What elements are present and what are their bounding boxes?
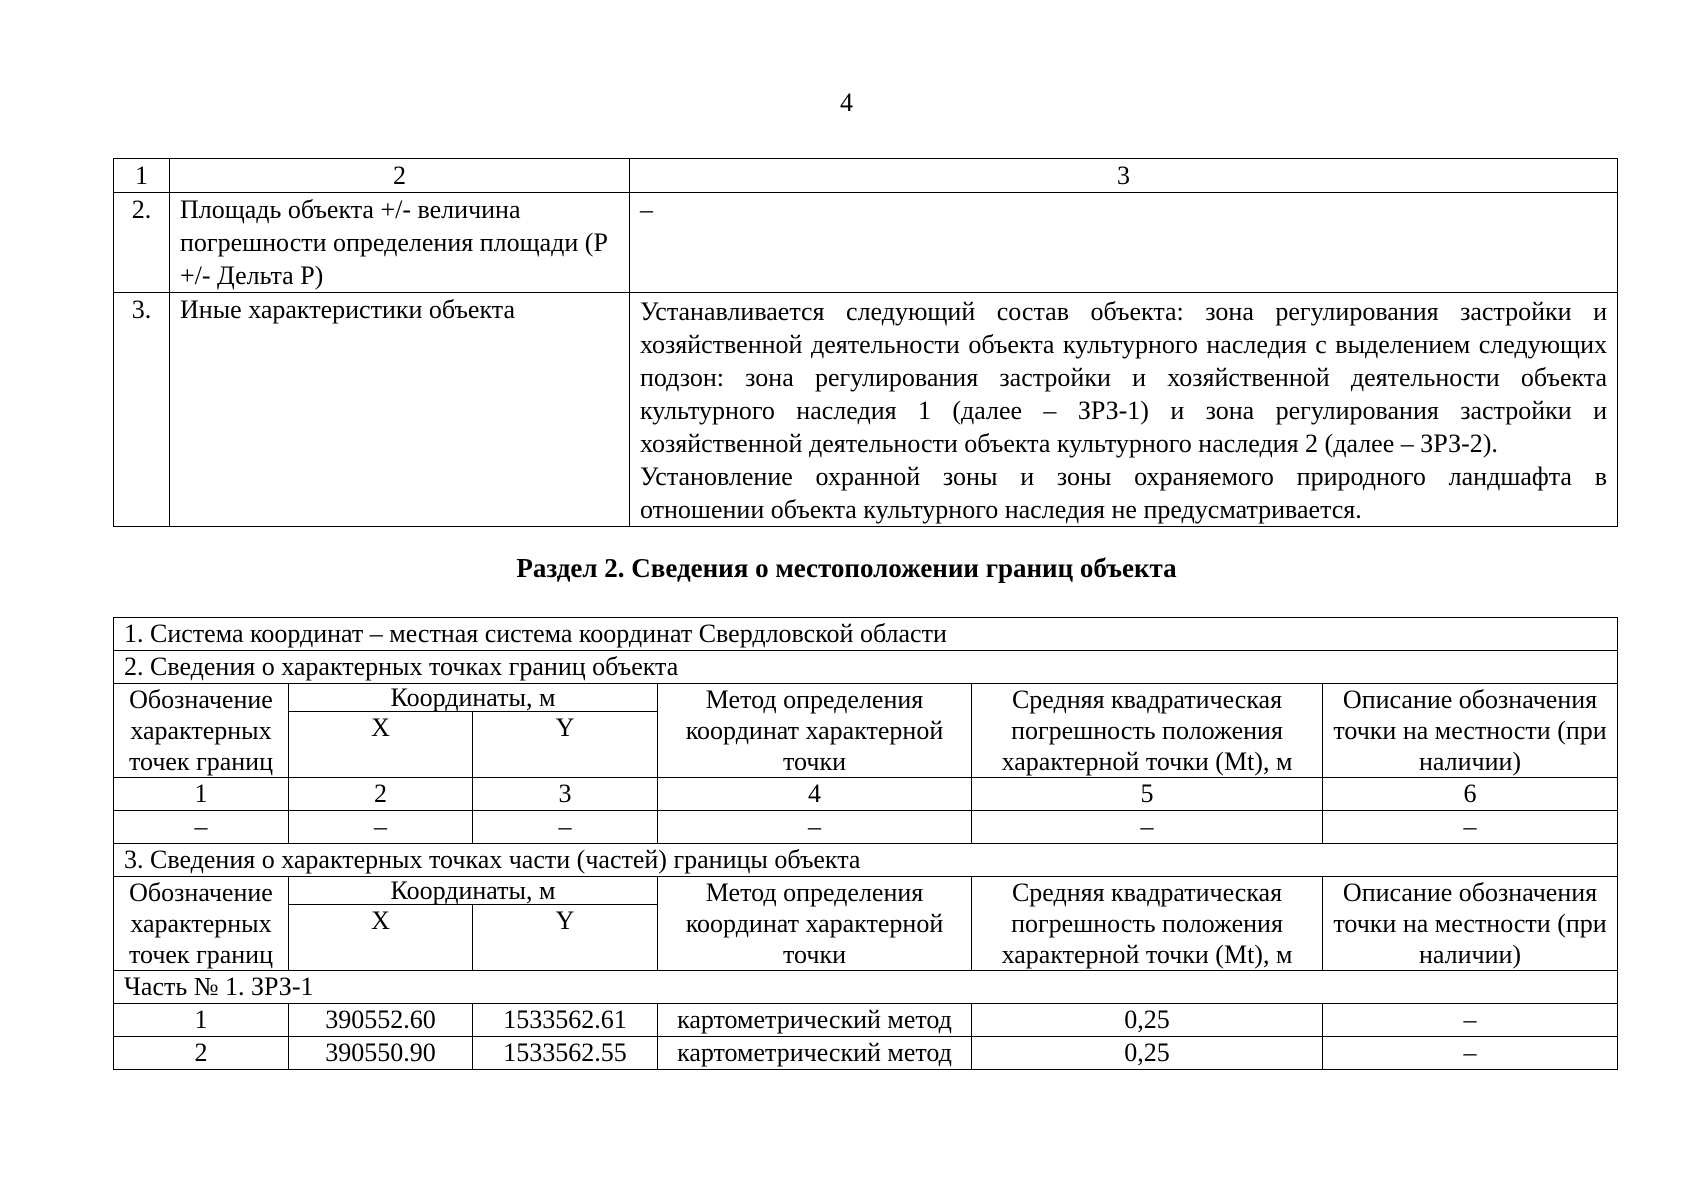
column-number: 2 bbox=[289, 778, 473, 811]
object-characteristics-table bbox=[113, 158, 1618, 527]
point-error: 0,25 bbox=[972, 1037, 1323, 1070]
header-error: Средняя квадратическая погрешность положения характерной точки (Mt), м bbox=[972, 684, 1323, 778]
point-method: картометрический метод bbox=[658, 1004, 972, 1037]
numbering-row bbox=[114, 778, 1618, 811]
column-number: 3 bbox=[473, 778, 658, 811]
point-method: картометрический метод bbox=[658, 1037, 972, 1070]
row-number: 3. bbox=[114, 293, 170, 527]
header-description: Описание обозначения точки на местности (при наличии) bbox=[1323, 877, 1618, 971]
empty-cell: – bbox=[289, 811, 473, 844]
point-error: 0,25 bbox=[972, 1004, 1323, 1037]
header-coordinates: Координаты, м bbox=[289, 684, 658, 712]
point-x: 390552.60 bbox=[289, 1004, 473, 1037]
column-number: 4 bbox=[658, 778, 972, 811]
value-paragraph: Устанавливается следующий состав объекта: зона регулирования застройки и хозяйственной деятельности объекта культурного наследия с выделением следующих подзон: зона регулирования застройки и хозяйственной деятельности объекта культурного наследия 1 (далее – ЗРЗ-1) и зона регулирования застройки и хозяйственной деятельности объекта культурного наследия 2 (далее – ЗРЗ-2). bbox=[640, 297, 1607, 458]
coordinate-system-row bbox=[114, 618, 1618, 651]
coordinate-system: 1. Система координат – местная система координат Свердловской области bbox=[114, 618, 1618, 651]
part-label: Часть № 1. ЗРЗ-1 bbox=[114, 971, 1618, 1004]
header-y: Y bbox=[473, 712, 658, 778]
section-heading: 3. Сведения о характерных точках части (частей) границы объекта bbox=[114, 844, 1618, 877]
part-row bbox=[114, 971, 1618, 1004]
boundary-points-table bbox=[113, 617, 1618, 1070]
empty-cell: – bbox=[658, 811, 972, 844]
header-cell: 1 bbox=[114, 159, 170, 193]
table-row bbox=[114, 811, 1618, 844]
header-x: X bbox=[289, 712, 473, 778]
header-point-designation: Обозначение характерных точек границ bbox=[114, 877, 289, 971]
row-label: Площадь объекта +/- величина погрешности определения площади (Р +/- Дельта Р) bbox=[170, 193, 630, 293]
table-row bbox=[114, 1037, 1618, 1070]
empty-cell: – bbox=[1323, 811, 1618, 844]
header-coordinates: Координаты, м bbox=[289, 877, 658, 905]
header-y: Y bbox=[473, 905, 658, 971]
section-heading: 2. Сведения о характерных точках границ объекта bbox=[114, 651, 1618, 684]
point-description: – bbox=[1323, 1037, 1618, 1070]
empty-cell: – bbox=[114, 811, 289, 844]
header-x: X bbox=[289, 905, 473, 971]
column-header-row bbox=[114, 877, 1618, 905]
point-description: – bbox=[1323, 1004, 1618, 1037]
table-header-row bbox=[114, 159, 1618, 193]
point-y: 1533562.55 bbox=[473, 1037, 658, 1070]
page-number: 4 bbox=[840, 88, 853, 117]
empty-cell: – bbox=[972, 811, 1323, 844]
table-row bbox=[114, 193, 1618, 293]
point-number: 2 bbox=[114, 1037, 289, 1070]
row-value: – bbox=[630, 193, 1618, 293]
empty-cell: – bbox=[473, 811, 658, 844]
header-error: Средняя квадратическая погрешность положения характерной точки (Mt), м bbox=[972, 877, 1323, 971]
table-row bbox=[114, 1004, 1618, 1037]
point-number: 1 bbox=[114, 1004, 289, 1037]
section-row bbox=[114, 651, 1618, 684]
value-paragraph: Установление охранной зоны и зоны охраняемого природного ландшафта в отношении объекта культурного наследия не предусматривается. bbox=[640, 462, 1607, 524]
column-number: 1 bbox=[114, 778, 289, 811]
table-row bbox=[114, 293, 1618, 527]
header-method: Метод определения координат характерной точки bbox=[658, 684, 972, 778]
header-description: Описание обозначения точки на местности (при наличии) bbox=[1323, 684, 1618, 778]
column-header-row bbox=[114, 684, 1618, 712]
column-number: 6 bbox=[1323, 778, 1618, 811]
row-label: Иные характеристики объекта bbox=[170, 293, 630, 527]
header-point-designation: Обозначение характерных точек границ bbox=[114, 684, 289, 778]
section-title: Раздел 2. Сведения о местоположении границ объекта bbox=[516, 553, 1177, 583]
row-number: 2. bbox=[114, 193, 170, 293]
point-y: 1533562.61 bbox=[473, 1004, 658, 1037]
header-cell: 2 bbox=[170, 159, 630, 193]
row-value bbox=[630, 293, 1618, 527]
section-row bbox=[114, 844, 1618, 877]
header-cell: 3 bbox=[630, 159, 1618, 193]
column-number: 5 bbox=[972, 778, 1323, 811]
point-x: 390550.90 bbox=[289, 1037, 473, 1070]
header-method: Метод определения координат характерной точки bbox=[658, 877, 972, 971]
